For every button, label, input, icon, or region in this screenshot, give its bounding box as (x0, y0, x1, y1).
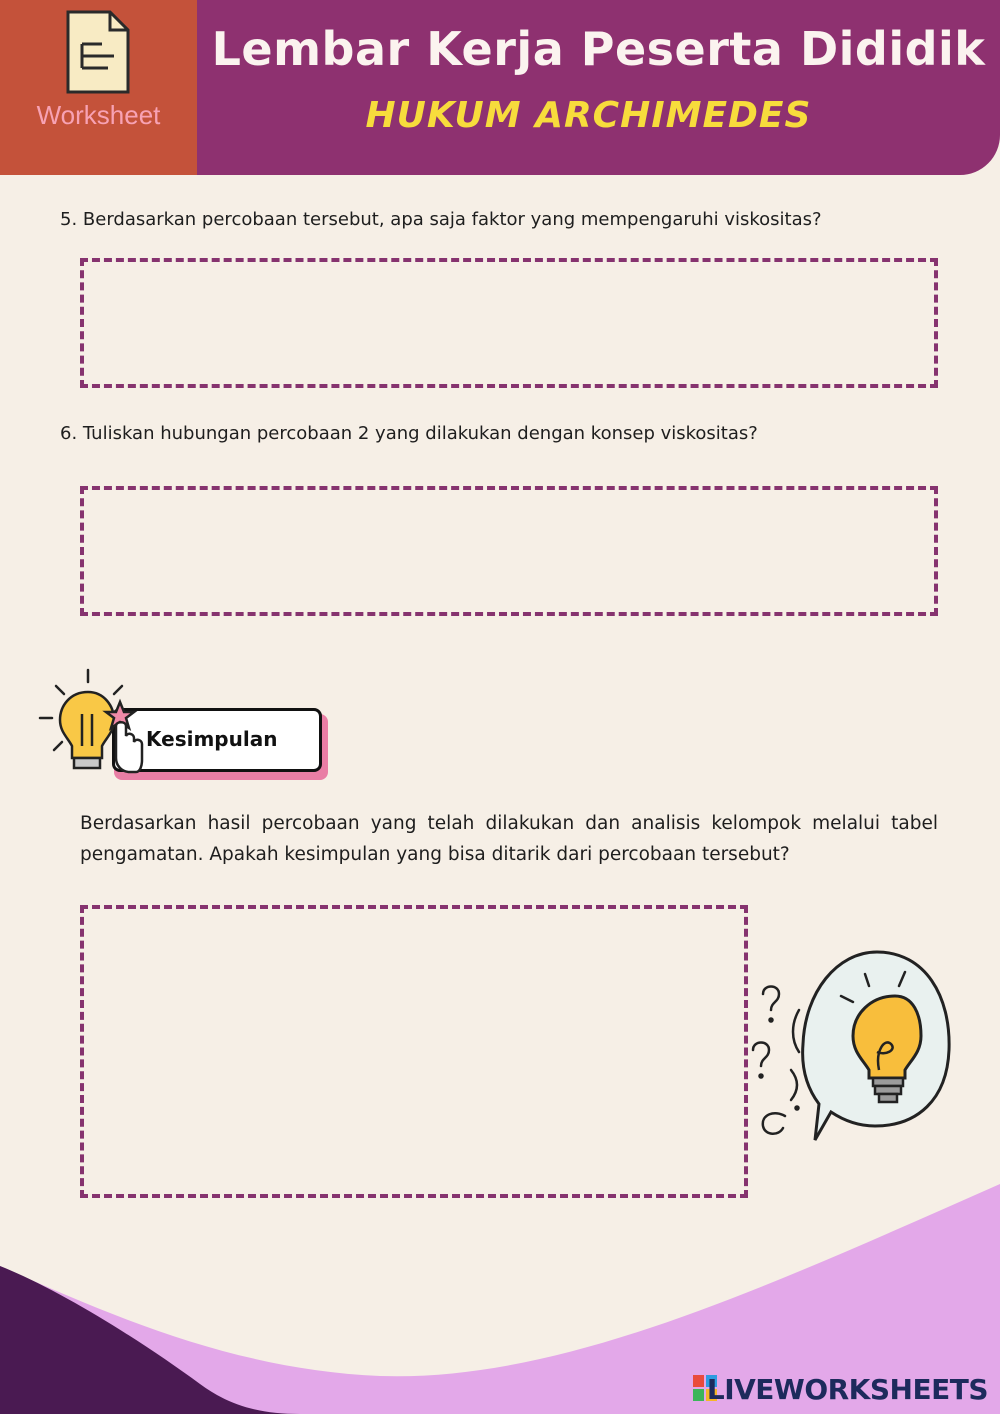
document-icon (62, 8, 134, 98)
conclusion-heading: Kesimpulan (146, 727, 278, 751)
lightbulb-pointer-icon (36, 666, 156, 786)
page-subtitle: HUKUM ARCHIMEDES (365, 95, 812, 136)
conclusion-prompt: Berdasarkan hasil percobaan yang telah dilakukan dan analisis kelompok melalui tabel pengamatan. Apakah kesimpulan yang bisa ditarik dari percobaan tersebut? (80, 813, 938, 865)
question-6-answer-box[interactable] (80, 486, 938, 616)
conclusion-answer-box[interactable] (80, 905, 748, 1198)
lightbulb-idea-icon (745, 940, 965, 1170)
conclusion-heading-badge (36, 666, 296, 786)
question-5-answer-box[interactable] (80, 258, 938, 388)
header-badge-panel (0, 0, 197, 175)
question-6-text: 6. Tuliskan hubungan percobaan 2 yang dilakukan dengan konsep viskositas? (60, 423, 758, 444)
worksheet-badge-label: Worksheet (36, 100, 161, 130)
question-5-text: 5. Berdasarkan percobaan tersebut, apa saja faktor yang mempengaruhi viskositas? (60, 209, 822, 230)
footer-brand: LIVEWORKSHEETS (706, 1373, 988, 1406)
page-title: Lembar Kerja Peserta Dididik (211, 22, 986, 76)
